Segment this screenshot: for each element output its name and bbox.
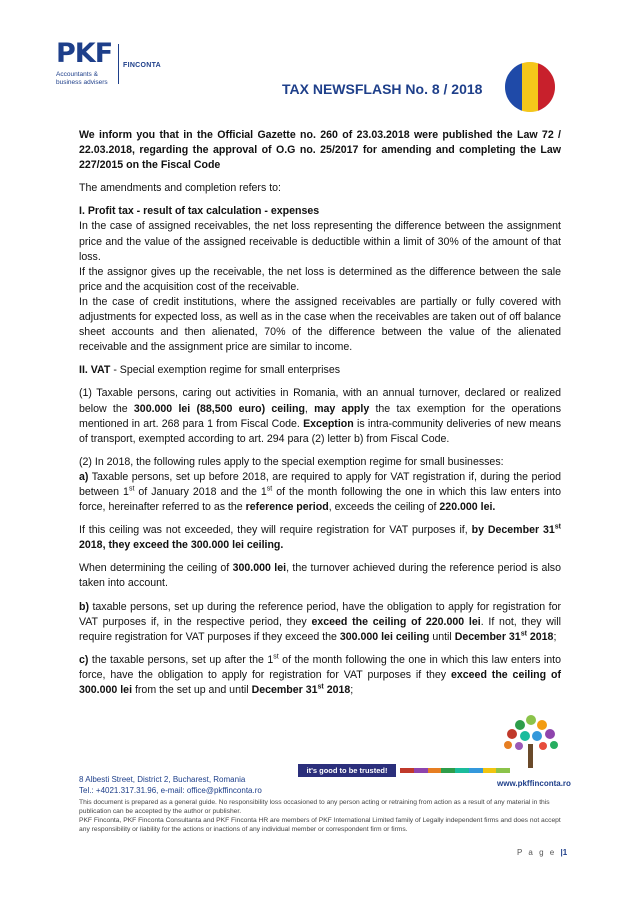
- romania-flag-icon: [505, 62, 555, 112]
- disclaimer: [79, 799, 563, 835]
- disclaimer-line: PKF Finconta, PKF Finconta Consultanta and PKF Finconta HR are members of PKF International Limited family of Legally independent firms and does not accept any responsibility or liability for the actions or inactions of any individual member or correspondent firm or firms.: [79, 816, 561, 833]
- vat-point-a: a) Taxable persons, set up before 2018, are required to apply for VAT registration if, during the period between 1st of January 2018 and the 1st of the month following the one in which this law enters into force, hereinafter referred to as the reference period, exceeds the ceiling of 220.000 lei.: [79, 470, 562, 514]
- contact-address: [79, 774, 262, 796]
- page-number: P a g e |1: [517, 848, 568, 857]
- finconta-logo: FINCONTA: [123, 62, 162, 69]
- pkf-logo: PKF: [56, 38, 113, 69]
- vat-point-c: c) the taxable persons, set up after the 1st of the month following the one in which this law enters into force, have the obligation to apply for registration for VAT purposes if they exceed the ceiling of 300.000 lei from the set up and until December 31st 2018;: [79, 653, 561, 696]
- vat-point-b: b) taxable persons, set up during the reference period, have the obligation to apply for registration for VAT purposes if, in the respective period, they exceed the ceiling of 220.000 lei. If not, they will require registration for VAT purposes if they exceed the 300.000 lei ceiling until December 31st 2018;: [79, 600, 561, 643]
- website-link[interactable]: www.pkffinconta.ro: [497, 779, 571, 788]
- address-line: 8 Albesti Street, District 2, Bucharest, Romania: [79, 775, 246, 784]
- vat-paragraph-2: (2) In 2018, the following rules apply to the special exemption regime for small businesses:: [79, 455, 504, 468]
- section-1-paragraph: In the case of credit institutions, where the assigned receivables are partially or fully covered with adjustments for expected loss, as well as in the case when the receivables are taken out of off balance sheet accounts and then alienated, 70% of the difference between the value of the alienated receivable and the assignment price are similar to income.: [79, 295, 561, 354]
- section-1-title: I. Profit tax - result of tax calculation - expenses: [79, 205, 320, 218]
- logo-tagline: Accountants & business advisers: [56, 71, 108, 86]
- vat-turnover-paragraph: When determining the ceiling of 300.000 lei, the turnover achieved during the reference period is also taken into account.: [79, 562, 561, 590]
- intro-paragraph: We inform you that in the Official Gazette no. 260 of 23.03.2018 were published the Law 72 / 22.03.2018, regarding the approval of O.G no. 25/2017 for amending and completing the Law 227/2015 on the Fiscal Code: [79, 129, 561, 172]
- trusted-tagline: it's good to be trusted!: [298, 764, 396, 777]
- tree-logo-icon: [500, 712, 562, 772]
- vat-ceiling-paragraph: If this ceiling was not exceeded, they will require registration for VAT purposes if, by December 31st 2018, they exceed the 300.000 lei ceiling.: [79, 523, 562, 552]
- vat-paragraph-1: (1) Taxable persons, caring out activities in Romania, with an annual turnover, declared or realized below the 300.000 lei (88,500 euro) ceiling, may apply the tax exemption for the operations mentioned in art. 268 para 1 from Fiscal Code. Exception is intra-community deliveries of new means of transport, exempted according to art. 294 para (2) letter b) from Fiscal Code.: [79, 387, 561, 445]
- footer-color-bar: [400, 768, 510, 773]
- disclaimer-line: This document is prepared as a general guide. No responsibility loss occasioned to any person acting or retraining from action as a result of any material in this publication can be accepted by the author or publisher.: [79, 799, 550, 815]
- document-body: [79, 128, 561, 698]
- section-1-paragraph: If the assignor gives up the receivable, the net loss is determined as the difference between the sale price and the acquisition cost of the receivable.: [79, 265, 561, 293]
- amendments-line: The amendments and completion refers to:: [79, 182, 281, 195]
- contact-line: Tel.: +4021.317.31.96, e-mail: office@pkffinconta.ro: [79, 786, 262, 795]
- section-1-paragraph: In the case of assigned receivables, the net loss representing the difference between the assignment price and the value of the assigned receivable is deductible within a limit of 30% of the amount of that loss.: [79, 220, 561, 263]
- newsflash-title: TAX NEWSFLASH No. 8 / 2018: [282, 81, 483, 97]
- logo-divider: [118, 44, 119, 84]
- section-2-title: II. VAT - Special exemption regime for small enterprises: [79, 364, 341, 377]
